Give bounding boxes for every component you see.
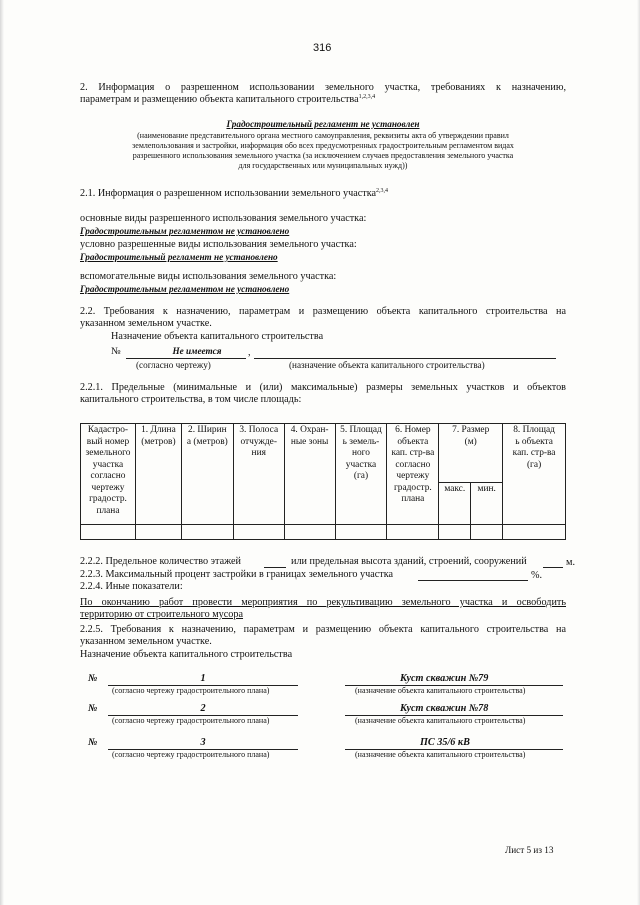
- section-2-2-3-unit: %.: [531, 570, 543, 581]
- section-2-2-5-object-label: Назначение объекта капитального строительства: [80, 649, 293, 660]
- section-2-2-5-line1: 2.2.5. Требования к назначению, параметрам и размещению объекта капитального строительства на: [80, 624, 566, 635]
- section-2-2-line2: указанном земельном участке.: [80, 318, 212, 329]
- table-row: [81, 525, 566, 540]
- section-2-2-object-label: Назначение объекта капитального строительства: [111, 331, 324, 342]
- use-auxiliary-label: вспомогательные виды использования земельного участка:: [80, 271, 337, 282]
- object-2-name: Куст скважин №78: [400, 703, 489, 714]
- section-2-2-comma: ,: [248, 347, 251, 358]
- section-2-2-purpose-line: [254, 358, 556, 359]
- header-size-max: макс.: [439, 483, 471, 525]
- section-2-line2: параметрам и размещению объекта капитального строительства$^{1,2,3,4}$: [80, 94, 376, 105]
- section-2-2-1-line2: капитального строительства, в том числе площадь:: [80, 394, 302, 405]
- reglament-note-2: землепользования и застройки, информация обо всех предусмотренных градостроительным регламентом видах: [132, 141, 514, 150]
- object-3-no: №: [88, 737, 98, 748]
- object-3-number: 3: [200, 737, 206, 748]
- header-size-min: мин.: [471, 483, 503, 525]
- reglament-title: Градостроительный регламент не установлен: [226, 119, 420, 129]
- header-object-number: 6. Номер объекта кап. стр-ва согласно чертежу градостр. плана: [387, 424, 439, 525]
- header-alienation-strip: 3. Полоса отчужде- ния: [233, 424, 284, 525]
- object-1-left-caption: (согласно чертежу градостроительного плана): [112, 686, 270, 695]
- reglament-note-1: (наименование представительного органа местного самоуправления, реквизиты акта об утверждении правил: [137, 131, 509, 140]
- header-length: 1. Длина (метров): [135, 424, 181, 525]
- section-2-1: 2.1. Информация о разрешенном использовании земельного участка$^{2,3,4}$: [80, 188, 389, 199]
- object-2-left-caption: (согласно чертежу градостроительного плана): [112, 716, 270, 725]
- header-cadastral: Кадастро- вый номер земельного участка согласно чертежу градостр. плана: [81, 424, 136, 525]
- use-conditional-label: условно разрешенные виды использования земельного участка:: [80, 239, 357, 250]
- section-2-2-2-unit: м.: [566, 557, 575, 568]
- object-3-name: ПС 35/6 кВ: [420, 737, 470, 748]
- header-size: 7. Размер (м): [439, 424, 503, 483]
- use-main-value: Градостроительным регламентом не установлено: [80, 226, 290, 236]
- section-2-2-5-line2: указанном земельном участке.: [80, 636, 212, 647]
- header-object-area: 8. Площад ь объекта кап. стр-ва (га): [503, 424, 566, 525]
- percent-line: [418, 580, 528, 581]
- use-conditional-value: Градостроительный регламент не установлено: [80, 252, 278, 262]
- section-2-2-value: Не имеется: [172, 346, 222, 356]
- object-2-number: 2: [200, 703, 206, 714]
- object-2-no: №: [88, 703, 98, 714]
- reglament-note-4: для государственных или муниципальных нужд)): [238, 161, 408, 170]
- floors-line: [264, 567, 286, 568]
- section-2-2-4-line1: По окончанию работ провести мероприятия по рекультивацию земельного участка и освободить: [80, 597, 566, 608]
- sheet-number: Лист 5 из 13: [505, 845, 554, 855]
- header-width: 2. Ширин а (метров): [181, 424, 233, 525]
- use-main-label: основные виды разрешенного использования земельного участка:: [80, 213, 367, 224]
- section-2-2-3: 2.2.3. Максимальный процент застройки в границах земельного участка: [80, 569, 394, 580]
- section-2-2-1-line1: 2.2.1. Предельные (минимальные и (или) максимальные) размеры земельных участков и объектов: [80, 382, 566, 393]
- object-1-no: №: [88, 673, 98, 684]
- object-2-right-caption: (назначение объекта капитального строительства): [355, 716, 526, 725]
- section-2-2-left-caption: (согласно чертежу): [136, 360, 211, 370]
- section-2-2-no: №: [111, 346, 121, 357]
- object-1-right-caption: (назначение объекта капитального строительства): [355, 686, 526, 695]
- parameters-table: [80, 423, 566, 540]
- use-auxiliary-value: Градостроительным регламентом не установлено: [80, 284, 290, 294]
- section-2-line1: 2. Информация о разрешенном использовании земельного участка, требованиях к назначению,: [80, 82, 566, 93]
- section-2-2-value-line: [126, 358, 246, 359]
- object-1-number: 1: [200, 673, 206, 684]
- section-2-2-right-caption: (назначение объекта капитального строительства): [289, 360, 485, 370]
- object-3-left-caption: (согласно чертежу градостроительного плана): [112, 750, 270, 759]
- height-line: [543, 567, 563, 568]
- page-number: 316: [313, 42, 332, 54]
- header-plot-area: 5. Площад ь земель- ного участка (га): [335, 424, 387, 525]
- header-protection-zones: 4. Охран- ные зоны: [284, 424, 335, 525]
- section-2-2-4-line2: территорию от строительного мусора: [80, 609, 244, 620]
- section-2-2-line1: 2.2. Требования к назначению, параметрам и размещению объекта капитального строительства на: [80, 306, 566, 317]
- scan-edge-left: [0, 0, 4, 905]
- section-2-2-2: 2.2.2. Предельное количество этажей: [80, 556, 242, 567]
- object-3-right-caption: (назначение объекта капитального строительства): [355, 750, 526, 759]
- section-2-2-4: 2.2.4. Иные показатели:: [80, 581, 183, 592]
- section-2-2-2-height: или предельная высота зданий, строений, сооружений: [291, 556, 527, 567]
- reglament-note-3: разрешенного использования земельного участка (за исключением случаев предоставления земельного участка: [132, 151, 514, 160]
- object-1-name: Куст скважин №79: [400, 673, 489, 684]
